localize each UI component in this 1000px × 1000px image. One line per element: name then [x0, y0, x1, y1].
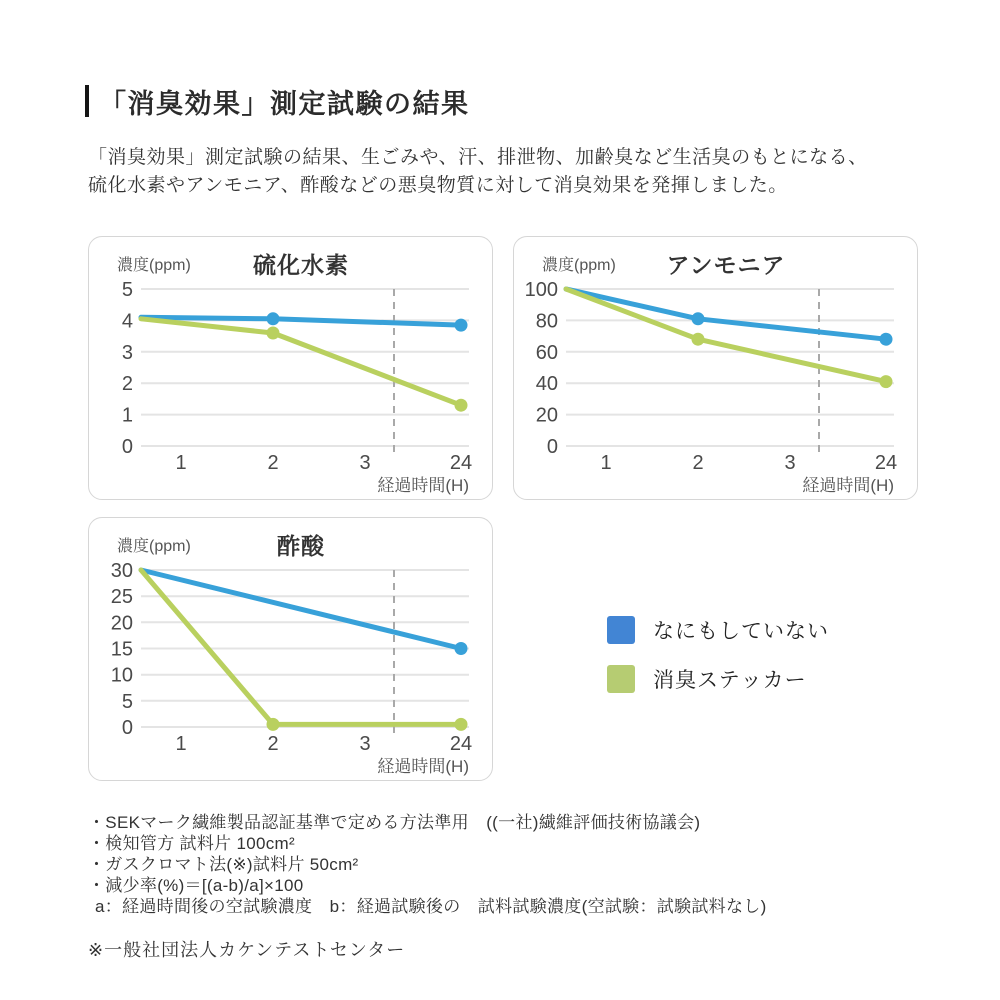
- data-point-sticker: [267, 718, 280, 731]
- page-title: 「消臭効果」測定試験の結果: [99, 89, 470, 119]
- footnotes: [88, 812, 767, 917]
- chart-card-acetic-acid: [88, 517, 493, 781]
- chart-svg: [89, 518, 493, 781]
- page-header: [85, 82, 470, 121]
- data-point-untreated: [455, 319, 468, 332]
- y-tick-label: 1: [121, 404, 133, 427]
- y-tick-label: 60: [535, 341, 558, 364]
- chart-title: アンモニア: [666, 252, 786, 278]
- x-axis-label: 経過時間(H): [377, 757, 469, 776]
- y-axis-unit-label: 濃度(ppm): [117, 257, 191, 274]
- y-tick-label: 20: [110, 612, 133, 635]
- series-line-untreated: [566, 289, 886, 339]
- y-tick-label: 3: [121, 341, 133, 364]
- y-tick-label: 20: [535, 404, 558, 427]
- data-point-untreated: [692, 312, 705, 325]
- legend-item-untreated: [607, 615, 829, 645]
- x-tick-label: 3: [359, 452, 371, 474]
- y-tick-label: 0: [121, 717, 133, 739]
- chart-svg: [514, 237, 918, 500]
- legend-label-sticker: 消臭ステッカー: [653, 669, 807, 692]
- data-point-sticker: [267, 327, 280, 340]
- description: [88, 144, 868, 200]
- series-line-untreated: [141, 570, 461, 649]
- description-line-1: 「消臭効果」測定試験の結果、生ごみや、汗、排泄物、加齢臭など生活臭のもとになる、: [88, 147, 868, 168]
- x-tick-label: 1: [600, 452, 612, 474]
- x-tick-label: 3: [359, 733, 371, 755]
- data-point-sticker: [455, 718, 468, 731]
- y-tick-label: 5: [121, 690, 133, 713]
- legend-label-untreated: なにもしていない: [653, 620, 829, 643]
- x-tick-label: 24: [449, 452, 473, 474]
- y-tick-label: 0: [121, 436, 133, 458]
- legend-swatch-green-icon: [607, 665, 635, 693]
- data-point-untreated: [267, 312, 280, 325]
- legend-item-sticker: [607, 664, 829, 694]
- title-accent-bar: [85, 85, 89, 117]
- footnote-line: ・減少率(%)＝[(a-b)/a]×100: [88, 876, 304, 895]
- data-point-sticker: [880, 375, 893, 388]
- y-tick-label: 30: [110, 560, 133, 582]
- x-tick-label: 2: [267, 733, 279, 755]
- y-tick-label: 2: [121, 373, 133, 396]
- y-tick-label: 5: [121, 279, 133, 301]
- y-tick-label: 0: [546, 436, 558, 458]
- x-tick-label: 1: [175, 452, 187, 474]
- x-tick-label: 2: [692, 452, 704, 474]
- x-tick-label: 1: [175, 733, 187, 755]
- footnote-line: ・検知管方 試料片 100cm²: [88, 834, 295, 853]
- y-axis-unit-label: 濃度(ppm): [542, 257, 616, 274]
- y-tick-label: 15: [110, 638, 133, 661]
- data-point-sticker: [692, 333, 705, 346]
- x-axis-label: 経過時間(H): [377, 476, 469, 495]
- kaken-center-note: ※一般社団法人カケンテストセンター: [88, 940, 406, 960]
- data-point-untreated: [455, 642, 468, 655]
- y-tick-label: 100: [524, 279, 558, 301]
- x-tick-label: 24: [874, 452, 898, 474]
- legend: [607, 615, 829, 713]
- series-line-sticker: [141, 319, 461, 405]
- y-tick-label: 4: [121, 310, 133, 333]
- x-axis-label: 経過時間(H): [802, 476, 894, 495]
- y-tick-label: 10: [110, 664, 133, 687]
- y-tick-label: 25: [110, 586, 133, 609]
- x-tick-label: 24: [449, 733, 473, 755]
- x-tick-label: 2: [267, 452, 279, 474]
- description-line-2: 硫化水素やアンモニア、酢酸などの悪臭物質に対して消臭効果を発揮しました。: [88, 175, 788, 196]
- legend-swatch-blue-icon: [607, 616, 635, 644]
- chart-card-ammonia: [513, 236, 918, 500]
- y-tick-label: 40: [535, 373, 558, 396]
- data-point-sticker: [455, 399, 468, 412]
- y-tick-label: 80: [535, 310, 558, 333]
- footnote-line: a：経過時間後の空試験濃度 b：経過試験後の 試料試験濃度(空試験：試験試料なし): [95, 897, 767, 916]
- footnote-line: ・SEKマーク繊維製品認証基準で定める方法準用 ((一社)繊維評価技術協議会): [88, 813, 701, 832]
- chart-svg: [89, 237, 493, 500]
- y-axis-unit-label: 濃度(ppm): [117, 538, 191, 555]
- chart-card-hydrogen-sulfide: [88, 236, 493, 500]
- x-tick-label: 3: [784, 452, 796, 474]
- footnote-line: ・ガスクロマト法(※)試料片 50cm²: [88, 855, 359, 874]
- chart-title: 硫化水素: [253, 252, 349, 278]
- chart-title: 酢酸: [277, 533, 325, 559]
- data-point-untreated: [880, 333, 893, 346]
